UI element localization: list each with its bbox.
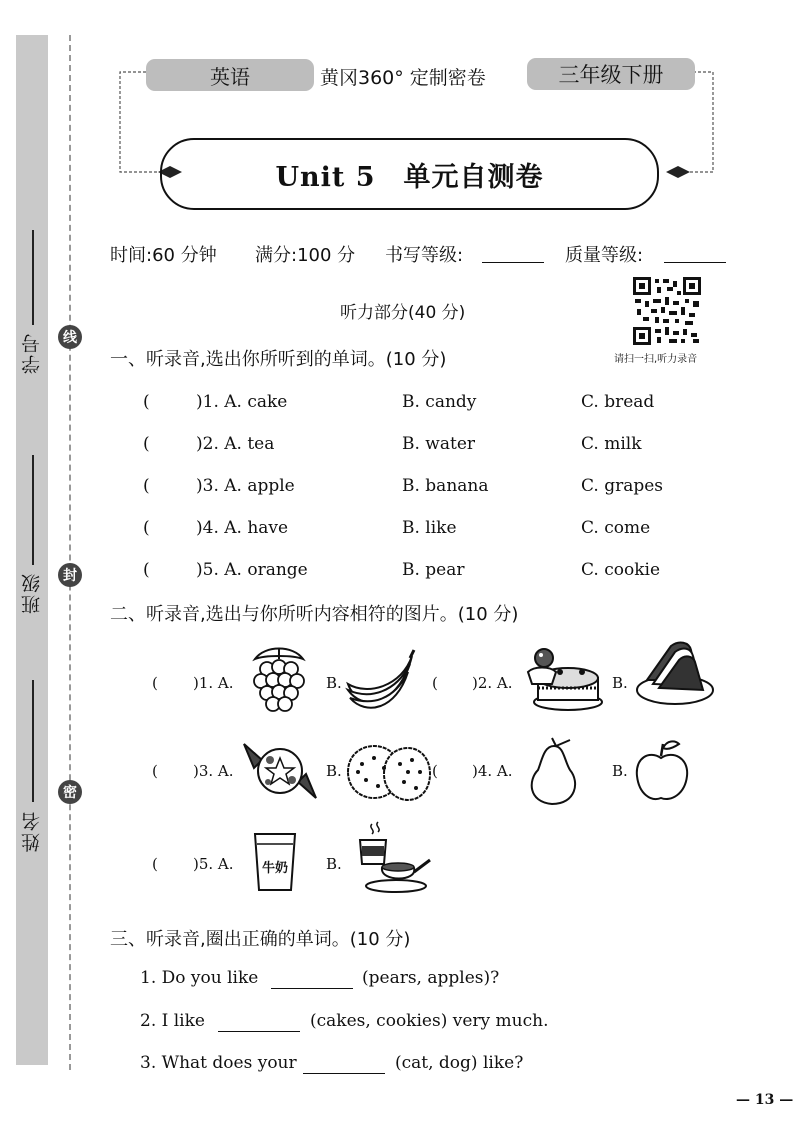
question-3-choices: (cat, dog) like?	[395, 1053, 524, 1073]
item-label: )4. A.	[472, 762, 513, 780]
option-c: C. come	[581, 518, 651, 538]
answer-blank-2[interactable]	[218, 1031, 300, 1032]
item-b-label: B.	[612, 762, 628, 780]
item-b-label: B.	[326, 762, 342, 780]
writing-grade-label: 书写等级:	[385, 245, 464, 266]
option-a: )5. A. orange	[196, 560, 308, 580]
cut-line	[69, 35, 71, 1070]
subject-pill: 英语	[146, 59, 314, 91]
cookies-icon[interactable]	[344, 742, 432, 804]
answer-paren[interactable]: (	[143, 476, 150, 496]
option-a: )2. A. tea	[196, 434, 275, 454]
seal-line-mark: 线	[58, 325, 82, 349]
option-a: )1. A. cake	[196, 392, 288, 412]
question-1-text: 1. Do you like	[140, 968, 259, 988]
item-b-label: B.	[326, 855, 342, 873]
writing-grade-blank[interactable]	[482, 262, 544, 263]
milk-label: 牛奶	[261, 861, 289, 876]
name-line	[32, 680, 34, 802]
bread-icon[interactable]	[627, 640, 715, 710]
name-label: 姓名	[21, 810, 43, 852]
pear-icon[interactable]	[524, 736, 582, 806]
title-box	[160, 138, 659, 210]
student-id-line	[32, 230, 34, 325]
class-label: 班级	[21, 572, 43, 614]
answer-paren[interactable]: (	[143, 518, 150, 538]
full-score-info: 满分:100 分	[255, 245, 356, 266]
option-b: B. candy	[402, 392, 477, 412]
answer-paren[interactable]: (	[152, 674, 158, 692]
quality-grade-blank[interactable]	[664, 262, 726, 263]
option-c: C. bread	[581, 392, 655, 412]
answer-paren[interactable]: (	[152, 762, 158, 780]
item-label: )5. A.	[193, 855, 234, 873]
part3-title: 三、听录音,圈出正确的单词。(10 分)	[110, 929, 411, 950]
option-c: C. milk	[581, 434, 642, 454]
seal-mi-mark: 密	[58, 780, 82, 804]
qr-caption: 请扫一扫,听力录音	[614, 354, 698, 365]
page-title: Unit 5 单元自测卷	[275, 161, 544, 193]
candy-icon[interactable]	[240, 736, 320, 806]
item-label: )3. A.	[193, 762, 234, 780]
item-label: )1. A.	[193, 674, 234, 692]
part1-title: 一、听录音,选出你所听到的单词。(10 分)	[110, 349, 447, 370]
bananas-icon[interactable]	[344, 648, 416, 716]
class-line	[32, 455, 34, 565]
option-b: B. banana	[402, 476, 489, 496]
cake-icon[interactable]	[520, 642, 604, 714]
apple-icon[interactable]	[633, 738, 691, 804]
seal-feng-mark: 封	[58, 563, 82, 587]
answer-blank-1[interactable]	[271, 988, 353, 989]
answer-paren[interactable]: (	[432, 762, 438, 780]
question-3-text: 3. What does your	[140, 1053, 297, 1073]
answer-paren[interactable]: (	[143, 560, 150, 580]
item-b-label: B.	[612, 674, 628, 692]
quality-grade-label: 质量等级:	[565, 245, 644, 266]
milk-icon[interactable]	[252, 832, 298, 892]
question-2-choices: (cakes, cookies) very much.	[310, 1011, 549, 1031]
option-c: C. cookie	[581, 560, 660, 580]
part2-title: 二、听录音,选出与你所听内容相符的图片。(10 分)	[110, 604, 519, 625]
option-c: C. grapes	[581, 476, 664, 496]
listening-section-title: 听力部分(40 分)	[340, 303, 466, 323]
question-1-choices: (pears, apples)?	[362, 968, 500, 988]
answer-paren[interactable]: (	[143, 392, 150, 412]
answer-paren[interactable]: (	[152, 855, 158, 873]
answer-blank-3[interactable]	[303, 1073, 385, 1074]
option-b: B. like	[402, 518, 457, 538]
option-a: )3. A. apple	[196, 476, 295, 496]
item-b-label: B.	[326, 674, 342, 692]
page-number: — 13 —	[736, 1092, 794, 1108]
grapes-icon[interactable]	[245, 645, 313, 717]
tea-icon[interactable]	[352, 820, 436, 896]
qr-code-icon[interactable]	[633, 277, 701, 345]
series-name: 黄冈360° 定制密卷	[320, 67, 486, 89]
answer-paren[interactable]: (	[432, 674, 438, 692]
student-id-label: 学号	[21, 332, 43, 374]
grade-pill: 三年级下册	[527, 58, 695, 90]
option-a: )4. A. have	[196, 518, 289, 538]
answer-paren[interactable]: (	[143, 434, 150, 454]
option-b: B. pear	[402, 560, 465, 580]
item-label: )2. A.	[472, 674, 513, 692]
option-b: B. water	[402, 434, 476, 454]
question-2-text: 2. I like	[140, 1011, 205, 1031]
time-info: 时间:60 分钟	[110, 245, 217, 266]
